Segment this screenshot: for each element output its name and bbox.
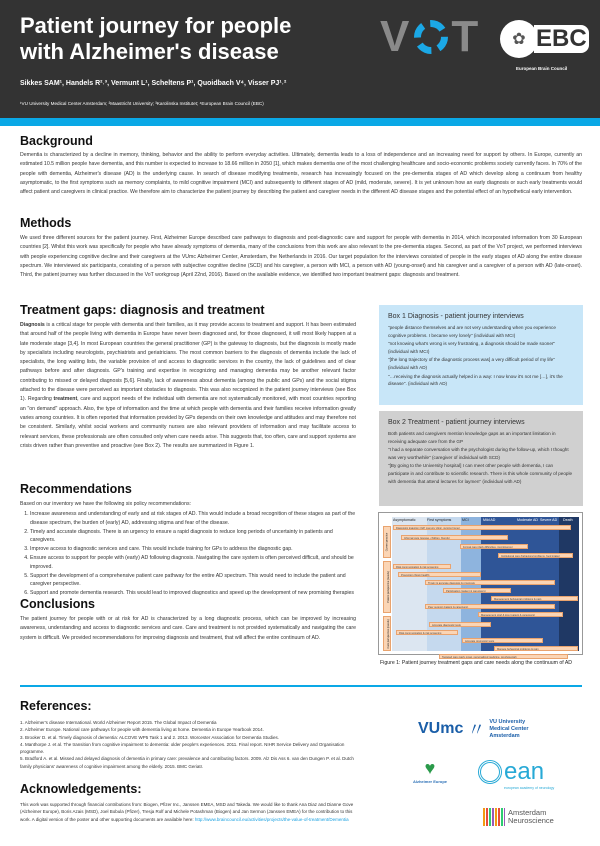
stage-label: MCI — [462, 518, 469, 522]
acknowledgements-body: This work was supported through financial contributions from: Biogen, Pfizer Inc., Janssen EMEA, MSD and Takeda. We would like to thank Ana Diaz and Dianne Gove (Alzheimer Europe), Boris Azais (MSD), Joel Bobula (Pfizer), Tresja Rolf and Michele Potashman (Biogen) and Jan Sermon (Janssen EMEA) for the contribution to this work. A digital version of the poster and other supporting documents are available here: — [20, 802, 354, 822]
background-heading: Background — [20, 134, 93, 148]
treatment-bold: treatment — [53, 396, 78, 403]
reference-item: 5. Bradford A. et al. Missed and delayed diagnosis of dementia in primary care: prevalence and contributing factors. 2009. Alz Dis Ass 6. van den Dungen P. et al. Dutch family physicians' awareness of cognitive impairment among the elderly. 2015. BMC Geriatr. — [20, 756, 354, 769]
conclusions-heading: Conclusions — [20, 597, 96, 611]
vumc-logo — [418, 716, 541, 742]
reference-item: 4. Manthorpe J. et al. The transition from cognitive impairment to dementia: older people's experiences. 2011. Final report. NIHR Service Delivery and Organisation programme. — [20, 741, 345, 755]
care-need-bar: Manage behavioral problems & pain — [494, 646, 578, 651]
amsterdam-neuroscience-logo — [483, 808, 568, 826]
row-group-label: Care perspective (needs) — [383, 616, 391, 651]
stage-label: Death — [563, 518, 573, 522]
box-1-quote: "not knowing what's wrong is very frustrating, a diagnosis should be made sooner" (individual with MCI) — [388, 341, 556, 354]
references-heading: References: — [20, 699, 92, 713]
recommendation-item: 4. Ensure access to support for people with (early) AD following diagnosis. Navigating the care system is often perceived difficult, and should be improved. — [30, 554, 356, 572]
vumc-full-name: VU University Medical Center Amsterdam — [489, 718, 529, 739]
care-need-bar: Formal care (daily difficulties, incontinence) — [460, 544, 528, 549]
treatment-gaps-text — [20, 321, 356, 451]
box-2-treatment — [379, 411, 583, 506]
box-1-quote: "…receiving the diagnosis actually helped in a way: I now know it's not me […], it's the disease". (individual with AD) — [388, 373, 563, 387]
ean-subtitle: european academy of neurology — [504, 786, 555, 790]
row-group-label: Current practice — [383, 526, 391, 558]
care-need-bar: Participation (patient & caregivers) — [443, 588, 511, 593]
acknowledgements-heading: Acknowledgements: — [20, 782, 142, 796]
poster-header — [0, 0, 600, 118]
alz-europe-text: Alzheimer Europe — [412, 779, 447, 784]
recommendation-item: 2. Timely and accurate diagnosis. There is an urgency to ensure a rapid diagnosis to reduce long periods of uncertainty in patients and caregivers. — [30, 528, 356, 546]
diagnosis-bold: Diagnosis — [20, 322, 45, 328]
affiliations: ¹VU University Medical Center Amsterdam; ²Maastricht University; ³Karolinska Institutet; ⁴European Brain Council (EBC) — [20, 101, 264, 106]
box-2-quote: Both patients and caregivers mention knowledge gaps as an important limitation in receiving adequate care from the GP — [388, 431, 556, 444]
row-group-label: Patient perspective (needs) — [383, 561, 391, 613]
treatment-text-1: is a critical stage for people with dementia and their families, as it may provide access to treatment and support. It has been estimated that around half of the people living with dementia in Europe have never been diagnosed and, for those diagnosed, it will most likely happen at a late moderate stage [3,4]. In most European countries the general practitioner (GP) is the gateway to diagnosis, but the diagnosis is mostly made by specialists including neurologists, psychiatrists and geriatricians. The most common barriers to the diagnosis of dementia include the lack of specialists, the long waiting lists, the variable provision of and access to diagnostic services in the country, the lack of guidelines and of clear pathways before and after diagnosis. GP's training and expertise in recognizing and managing dementia may be another relevant factor contributing to missed or delayed diagnosis [5,6]. Finally, lack of awareness about dementia (among the public and GPs) and the social stigma attached to the disease were perceived as important obstacles to diagnosis. This was also recognized in the patient journey interviews (see Box 1). Regarding — [20, 322, 356, 403]
references-list — [20, 719, 360, 770]
conclusions-text: The patient journey for people with or at risk for AD is characterized by a long diagnostic process, which can be improved by increasing awareness, understanding and access to diagnostic services and care. Care and treatment is not provided systematically and navigating the care system is difficult. We provided recommendations for improving diagnosis and treatment, that will affect the entire continuum of AD. — [20, 616, 356, 641]
vumc-text: VUmc — [418, 720, 464, 737]
title-line-1: Patient journey for people — [20, 13, 292, 38]
stage-label: Moderate AD — [517, 518, 538, 522]
authors: Sikkes SAM¹, Handels R²˒³, Vermunt L¹, Scheltens P¹, Quoidbach V⁴, Visser PJ¹˒² — [20, 80, 287, 87]
care-need-bar: Risk communication & risk screening — [396, 630, 458, 635]
box-2-quote: "I had a separate conversation with the psychologist during the follow-up, which I thought was very worthwhile" (caregiver of individual with SCD) — [388, 447, 569, 460]
care-need-bar: Accurate diagnostic tests — [429, 622, 491, 627]
heart-people-icon: ♥ — [424, 758, 436, 778]
methods-text: We used three different sources for the patient journey. First, Alzheimer Europe described care pathways to diagnosis and post-diagnostic care and support for people with dementia in 2014, which incorporated information from 30 European countries [2]. Whilst this work was specifically for people who have already symptoms of dementia, many of the conclusions from this work are also relevant to the pre-dementia stages. Second, as part of the VoT project, we performed interviews with people experiencing cognitive decline and their caregivers at the VUmc Alzheimer Center, Amsterdam, the Netherlands in 2016. Our target population for the interviews consisted of people in the early stages of AD along the entire disease spectrum. We interviewed six participants, consisting of a person with subjective cognitive decline (SCD) and his caregiver, a person with MCI, a person with AD (young-onset) and his caregiver and a caregiver of a person with AD (late-onset). Third, the patient journey was further discussed in the VoT workgroup (April 22nd, 2016). Based on the available evidence, we identified two important treatment gaps: diagnosis and treatment. — [20, 235, 582, 279]
methods-heading: Methods — [20, 216, 72, 230]
care-need-bar: Management grief & loss (patient & caregivers) — [478, 612, 563, 617]
box-1-quote: "[the long trajectory of the diagnostic process was] a very difficult period of my life" (individual with AD) — [388, 357, 555, 370]
recommendation-item: 6. Support and promote dementia research. This would lead to improved diagnostics and speed up the development of new promising therapies — [30, 589, 356, 598]
color-bars-icon — [483, 808, 505, 826]
recommendations-heading: Recommendations — [20, 482, 132, 496]
amsterdam-neuro-text: Amsterdam Neuroscience — [508, 808, 554, 825]
ebc-logo — [500, 20, 589, 58]
ean-logo — [478, 758, 554, 790]
care-need-bar: Diagnostic trajectory (GP, memory clinic, nursing home) — [393, 525, 571, 530]
care-need-bar: Accurate prognostic tests — [462, 638, 543, 643]
care-need-bar: Institutional care (behavioral problems, food intake) — [498, 553, 573, 558]
divider-line — [20, 685, 582, 687]
recommendation-item: 1. Increase awareness and understanding of early and at risk stages of AD. This would include a broad recognition of these stages as part of the disease spectrum, the burden of (early) AD, addressing stigma and fear of the disease. — [30, 510, 356, 528]
figure-caption: Figure 1: Patient journey treatment gaps and care needs along the continuum of AD — [380, 660, 573, 666]
reference-item: 1. Alzheimer's disease International. World Alzheimer Report 2015. The Global Impact of Dementia — [20, 720, 217, 725]
poster-title — [20, 13, 291, 65]
stage-label: Mild AD — [483, 518, 496, 522]
care-need-bar: Peer support (patient & caregivers) — [425, 604, 555, 609]
stage-label: First symptoms — [427, 518, 452, 522]
poster-link[interactable]: http://www.braincouncil.eu/activities/projects/the-value-of-treatment/Dementia — [194, 816, 349, 822]
treatment-text-2: , care and support needs of the individual with dementia are not systematically monitored, with most countries reporting an "on demand" approach. Also, the type of information and the time at which people with dementia and their families receive information greatly varies among countries. It is often reported that information provided by GPs depends on their own knowledge and attitudes and may therefore not be consistent. Similarly, whilst social workers and community nurses are also relevant providers of information and may facilitate access to relevant services, these professionals are often consulted only when care needs arise. This suggests that, too often, care and support systems are crisis driven rather than preventive and proactive (see Box 2). The results are summarized in Figure 1. — [20, 396, 357, 449]
box-2-quote: "[By going to the University hospital] I can meet other people with dementia, I can participate in and contribute to scientific research. There is this whole community of people with dementia that attend lectures for laymen" (individual with AD) — [388, 463, 573, 484]
recommendation-item: 3. Improve access to diagnostic services and care. This would include training for GPs to address the diagnostic gap. — [30, 545, 356, 554]
vot-ring-icon — [414, 20, 448, 54]
ean-text: ean — [504, 758, 545, 785]
care-need-bar: Informal care (spouse, children, friends) — [401, 535, 508, 540]
reference-item: 3. Brooker D. et al. Timely diagnosis of dementia: ALCOVE WP5 Task 1 and 2. 2013. Worcester Association for Dementia Studies. — [20, 734, 279, 740]
care-need-bar: Risk communication & risk screening — [393, 564, 451, 569]
care-need-bar: Timely & accurate diagnosis & prognosis — [425, 580, 555, 585]
recommendations-list — [20, 510, 356, 598]
care-need-bar: Prevention (brain health) — [398, 572, 481, 577]
vumc-swoosh-icon: 〃 — [467, 720, 486, 740]
labyrinth-icon — [478, 760, 502, 784]
stage-label: Asymptomatic — [393, 518, 416, 522]
box-1-diagnosis — [379, 305, 583, 405]
vot-logo: V T — [380, 12, 481, 61]
treatment-gaps-heading: Treatment gaps: diagnosis and treatment — [20, 303, 265, 317]
box-1-quote: "people distance themselves and are not very understanding when you experience cognitive problems. I became very lonely" (individual with MCI) — [388, 325, 556, 338]
ebc-subtitle: European Brain Council — [516, 66, 568, 71]
stage-label: Severe AD — [540, 518, 558, 522]
accent-band — [0, 118, 600, 126]
figure-grid — [383, 517, 579, 659]
ebc-logo-text: EBC — [536, 25, 587, 52]
care-need-bar: Targeted care (early onset, personalized medicine, psychosocial) — [439, 654, 568, 659]
care-need-bar: Management behavioral problems & pain — [491, 596, 578, 601]
box-1-title: Box 1 Diagnosis - patient journey interviews — [388, 313, 524, 320]
alzheimer-europe-logo — [410, 758, 450, 784]
figure-1-patient-journey — [378, 512, 583, 659]
brain-icon: ✿ — [500, 20, 538, 58]
stage-column — [559, 517, 579, 651]
background-text: Dementia is characterized by a decline in memory, thinking, behavior and the ability to perform everyday activities. Ultimately, dementia leads to a loss of independence and an increasing need for support by others. In Europe, currently an estimated 10.5 million people have dementia, and this number is expected to increase to 18.66 million in 2050 [1], which makes dementia one of the most challenging healthcare and socio-economic problems society currently faces. In 70% of the people with dementia, Alzheimer's disease (AD) is the underlying cause. In search of disease modifying treatments, research has increasingly focused on the pre-dementia stages of AD which develop along a continuum from healthy asymptomatic, to the first symptoms such as memory complaints, to mild cognitive impairment (MCI) and subsequently to different stages of AD (mild, moderate, severe). It is yet unknown how an early diagnosis or such early treatments would affect patient and caregivers in clinical practice. We therefore aim to characterize the patient journey by describing the patient and caregiver needs in the different AD disease stages and the potential effect of an hypothetical early intervention. — [20, 152, 583, 196]
recommendation-item: 5. Support the development of a comprehensive patient care pathway for the entire AD spectrum. This would need to include the patient and caregiver perspective. — [30, 572, 356, 590]
reference-item: 2. Alzheimer Europe. National care pathways for people with dementia living at home. Dementia in Europe Yearbook 2014. — [20, 727, 264, 733]
recommendations-intro: Based on our inventory we have the following six policy recommendations: — [20, 501, 191, 507]
acknowledgements-text — [20, 801, 360, 823]
title-line-2: with Alzheimer's disease — [20, 39, 279, 64]
box-2-title: Box 2 Treatment - patient journey interviews — [388, 419, 525, 426]
